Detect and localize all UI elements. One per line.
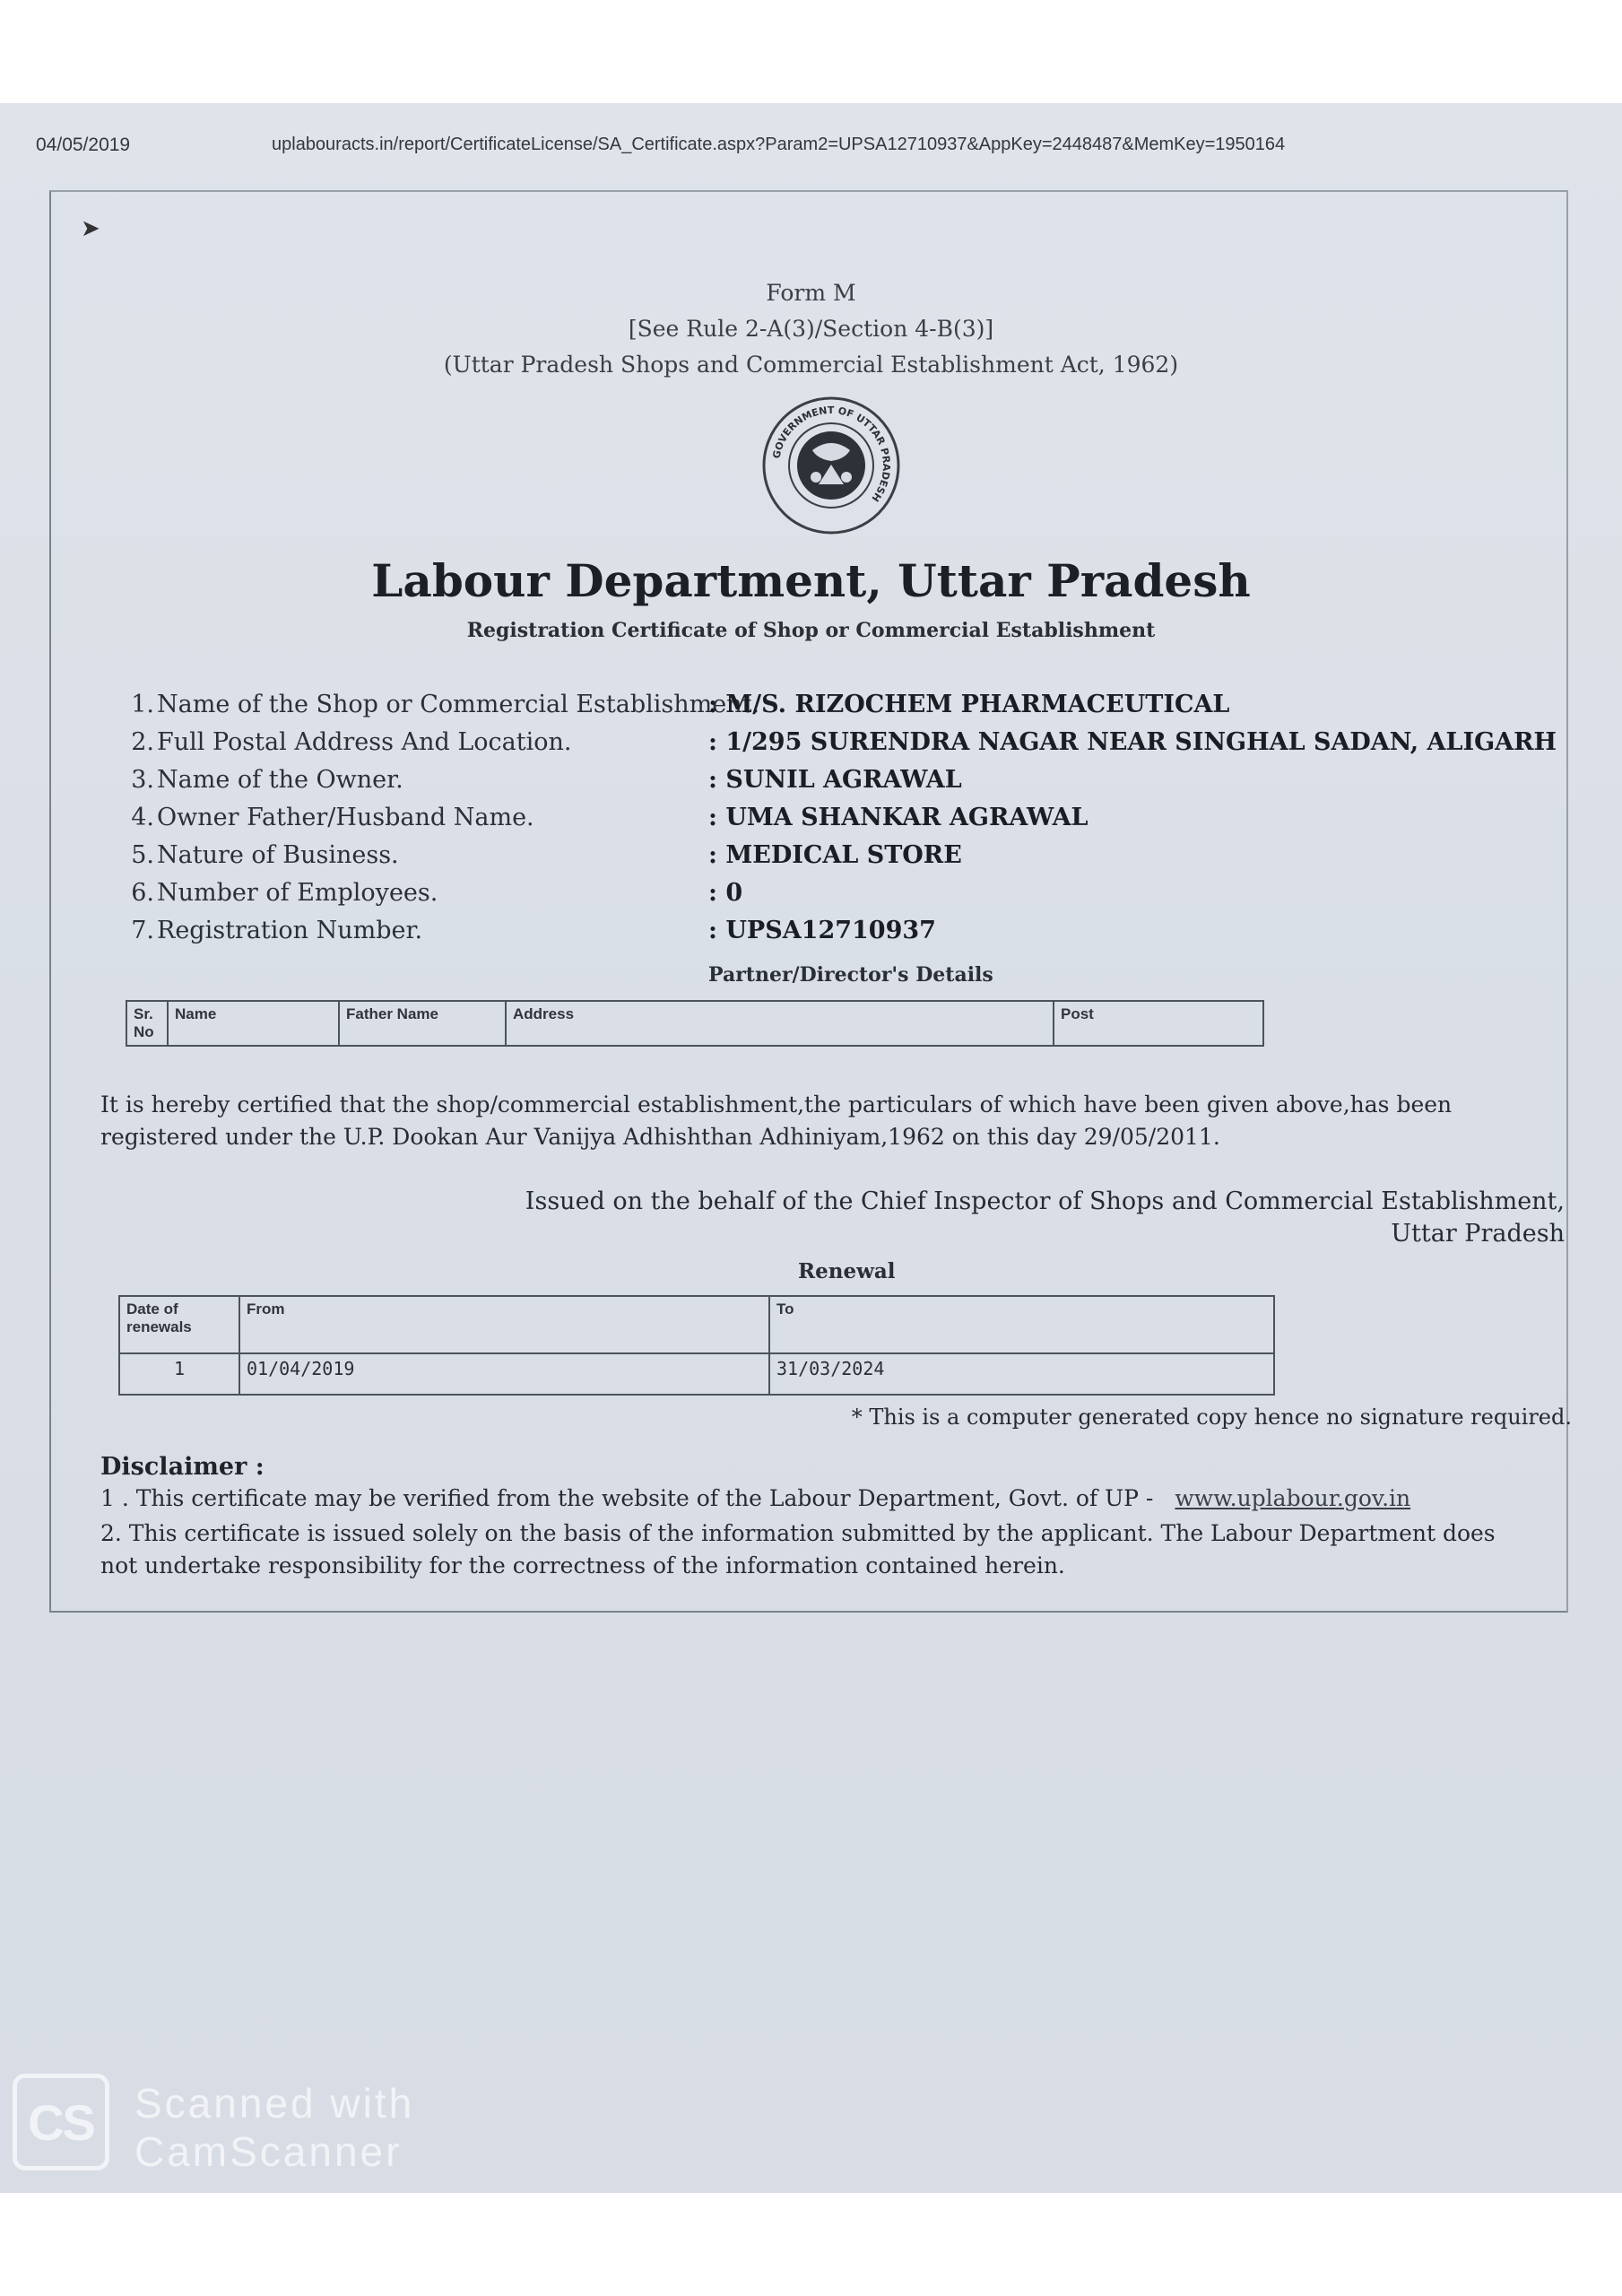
field-number: 7. (131, 917, 154, 944)
form-rule: [See Rule 2-A(3)/Section 4-B(3)] (628, 316, 994, 342)
column-header: To (776, 1300, 794, 1318)
table-header-row (126, 1001, 1263, 1046)
certification-statement: It is hereby certified that the shop/commercial establishment,the particulars of which have been given above,has been registered under the U.P. Dookan Aur Vanijya Adhishthan Adhiniyam,1962 on this day 29/05/2011. (100, 1091, 1453, 1150)
website-link[interactable]: www.uplabour.gov.in (1175, 1485, 1411, 1511)
field-number: 5. (131, 841, 154, 869)
disclaimer-item-1 (100, 1485, 1410, 1511)
computer-generated-note: * This is a computer generated copy hence no signature required. (851, 1405, 1572, 1430)
column-header: Father Name (346, 1005, 438, 1022)
form-act: (Uttar Pradesh Shops and Commercial Establishment Act, 1962) (443, 352, 1179, 378)
renewal-to: 31/03/2024 (776, 1358, 885, 1379)
field-number: 3. (131, 766, 154, 794)
field-row-employees (117, 879, 1515, 915)
form-name: Form M (766, 280, 856, 306)
field-value: : 1/295 SURENDRA NAGAR NEAR SINGHAL SADAN, ALIGARH (708, 728, 1557, 756)
issued-by-line1: Issued on the behalf of the Chief Inspector of Shops and Commercial Establishment, (525, 1187, 1565, 1215)
column-header: From (247, 1300, 285, 1318)
page-title: Labour Department, Uttar Pradesh (371, 554, 1251, 607)
page-subtitle: Registration Certificate of Shop or Commercial Establishment (466, 619, 1156, 642)
table-header-row (119, 1296, 1274, 1353)
corner-mark-icon: ➤ (81, 215, 100, 242)
field-value: : SUNIL AGRAWAL (708, 766, 962, 794)
field-row-address (117, 728, 1557, 764)
field-value: : M/S. RIZOCHEM PHARMACEUTICAL (708, 691, 1230, 718)
print-date: 04/05/2019 (36, 135, 131, 155)
field-label: Nature of Business. (157, 841, 399, 869)
field-label: Name of the Shop or Commercial Establishment. (157, 691, 760, 718)
field-number: 1. (131, 691, 154, 718)
field-value: : UMA SHANKAR AGRAWAL (708, 804, 1089, 831)
watermark-line1: Scanned with (134, 2080, 415, 2126)
field-row-owner-father (117, 804, 1515, 839)
partner-section-caption: Partner/Director's Details (708, 963, 993, 987)
field-value: : UPSA12710937 (708, 917, 936, 944)
field-label: Number of Employees. (157, 879, 438, 907)
field-label: Full Postal Address And Location. (157, 728, 572, 756)
field-number: 2. (131, 728, 154, 756)
field-number: 4. (131, 804, 154, 831)
field-label: Name of the Owner. (157, 766, 403, 794)
field-value: : MEDICAL STORE (708, 841, 962, 869)
watermark-line2: CamScanner (134, 2128, 403, 2175)
disclaimer-item-2: 2. This certificate is issued solely on the basis of the information submitted by the applicant. The Labour Department does not undertake responsibility for the correctness of the information contained herein. (100, 1520, 1496, 1578)
field-row-shop-name (117, 691, 1515, 726)
table-row (119, 1353, 1274, 1395)
camscanner-logo-icon: CS (13, 2074, 109, 2170)
partner-details-table (126, 1000, 1264, 1047)
field-row-business (117, 841, 1515, 877)
renewal-caption: Renewal (798, 1259, 896, 1283)
column-header: Name (175, 1005, 217, 1022)
issued-by (489, 1186, 1565, 1250)
field-label: Owner Father/Husband Name. (157, 804, 534, 831)
print-url: uplabouracts.in/report/CertificateLicense/SA_Certificate.aspx?Param2=UPSA12710937&AppKey=2448487&MemKey=1950164 (272, 135, 1286, 154)
issued-by-line2: Uttar Pradesh (1391, 1220, 1565, 1248)
renewal-number: 1 (173, 1358, 186, 1379)
emblem-ring-text: GOVERNMENT OF UTTAR PRADESH (770, 404, 893, 504)
field-label: Registration Number. (157, 917, 423, 944)
renewal-table (118, 1295, 1275, 1396)
column-header: Sr. No (134, 1005, 154, 1040)
column-header: Date of renewals (126, 1300, 192, 1335)
field-number: 6. (131, 879, 154, 907)
renewal-from: 01/04/2019 (247, 1358, 355, 1379)
field-row-registration (117, 917, 1515, 952)
field-value: : 0 (708, 879, 743, 907)
disclaimer-item-1-text: 1 . This certificate may be verified from the website of the Labour Department, Govt. of UP - (100, 1485, 1154, 1511)
field-row-owner (117, 766, 1515, 802)
disclaimer-heading: Disclaimer : (100, 1453, 265, 1481)
column-header: Post (1061, 1005, 1094, 1022)
up-government-emblem-icon (760, 395, 902, 536)
column-header: Address (513, 1005, 575, 1022)
